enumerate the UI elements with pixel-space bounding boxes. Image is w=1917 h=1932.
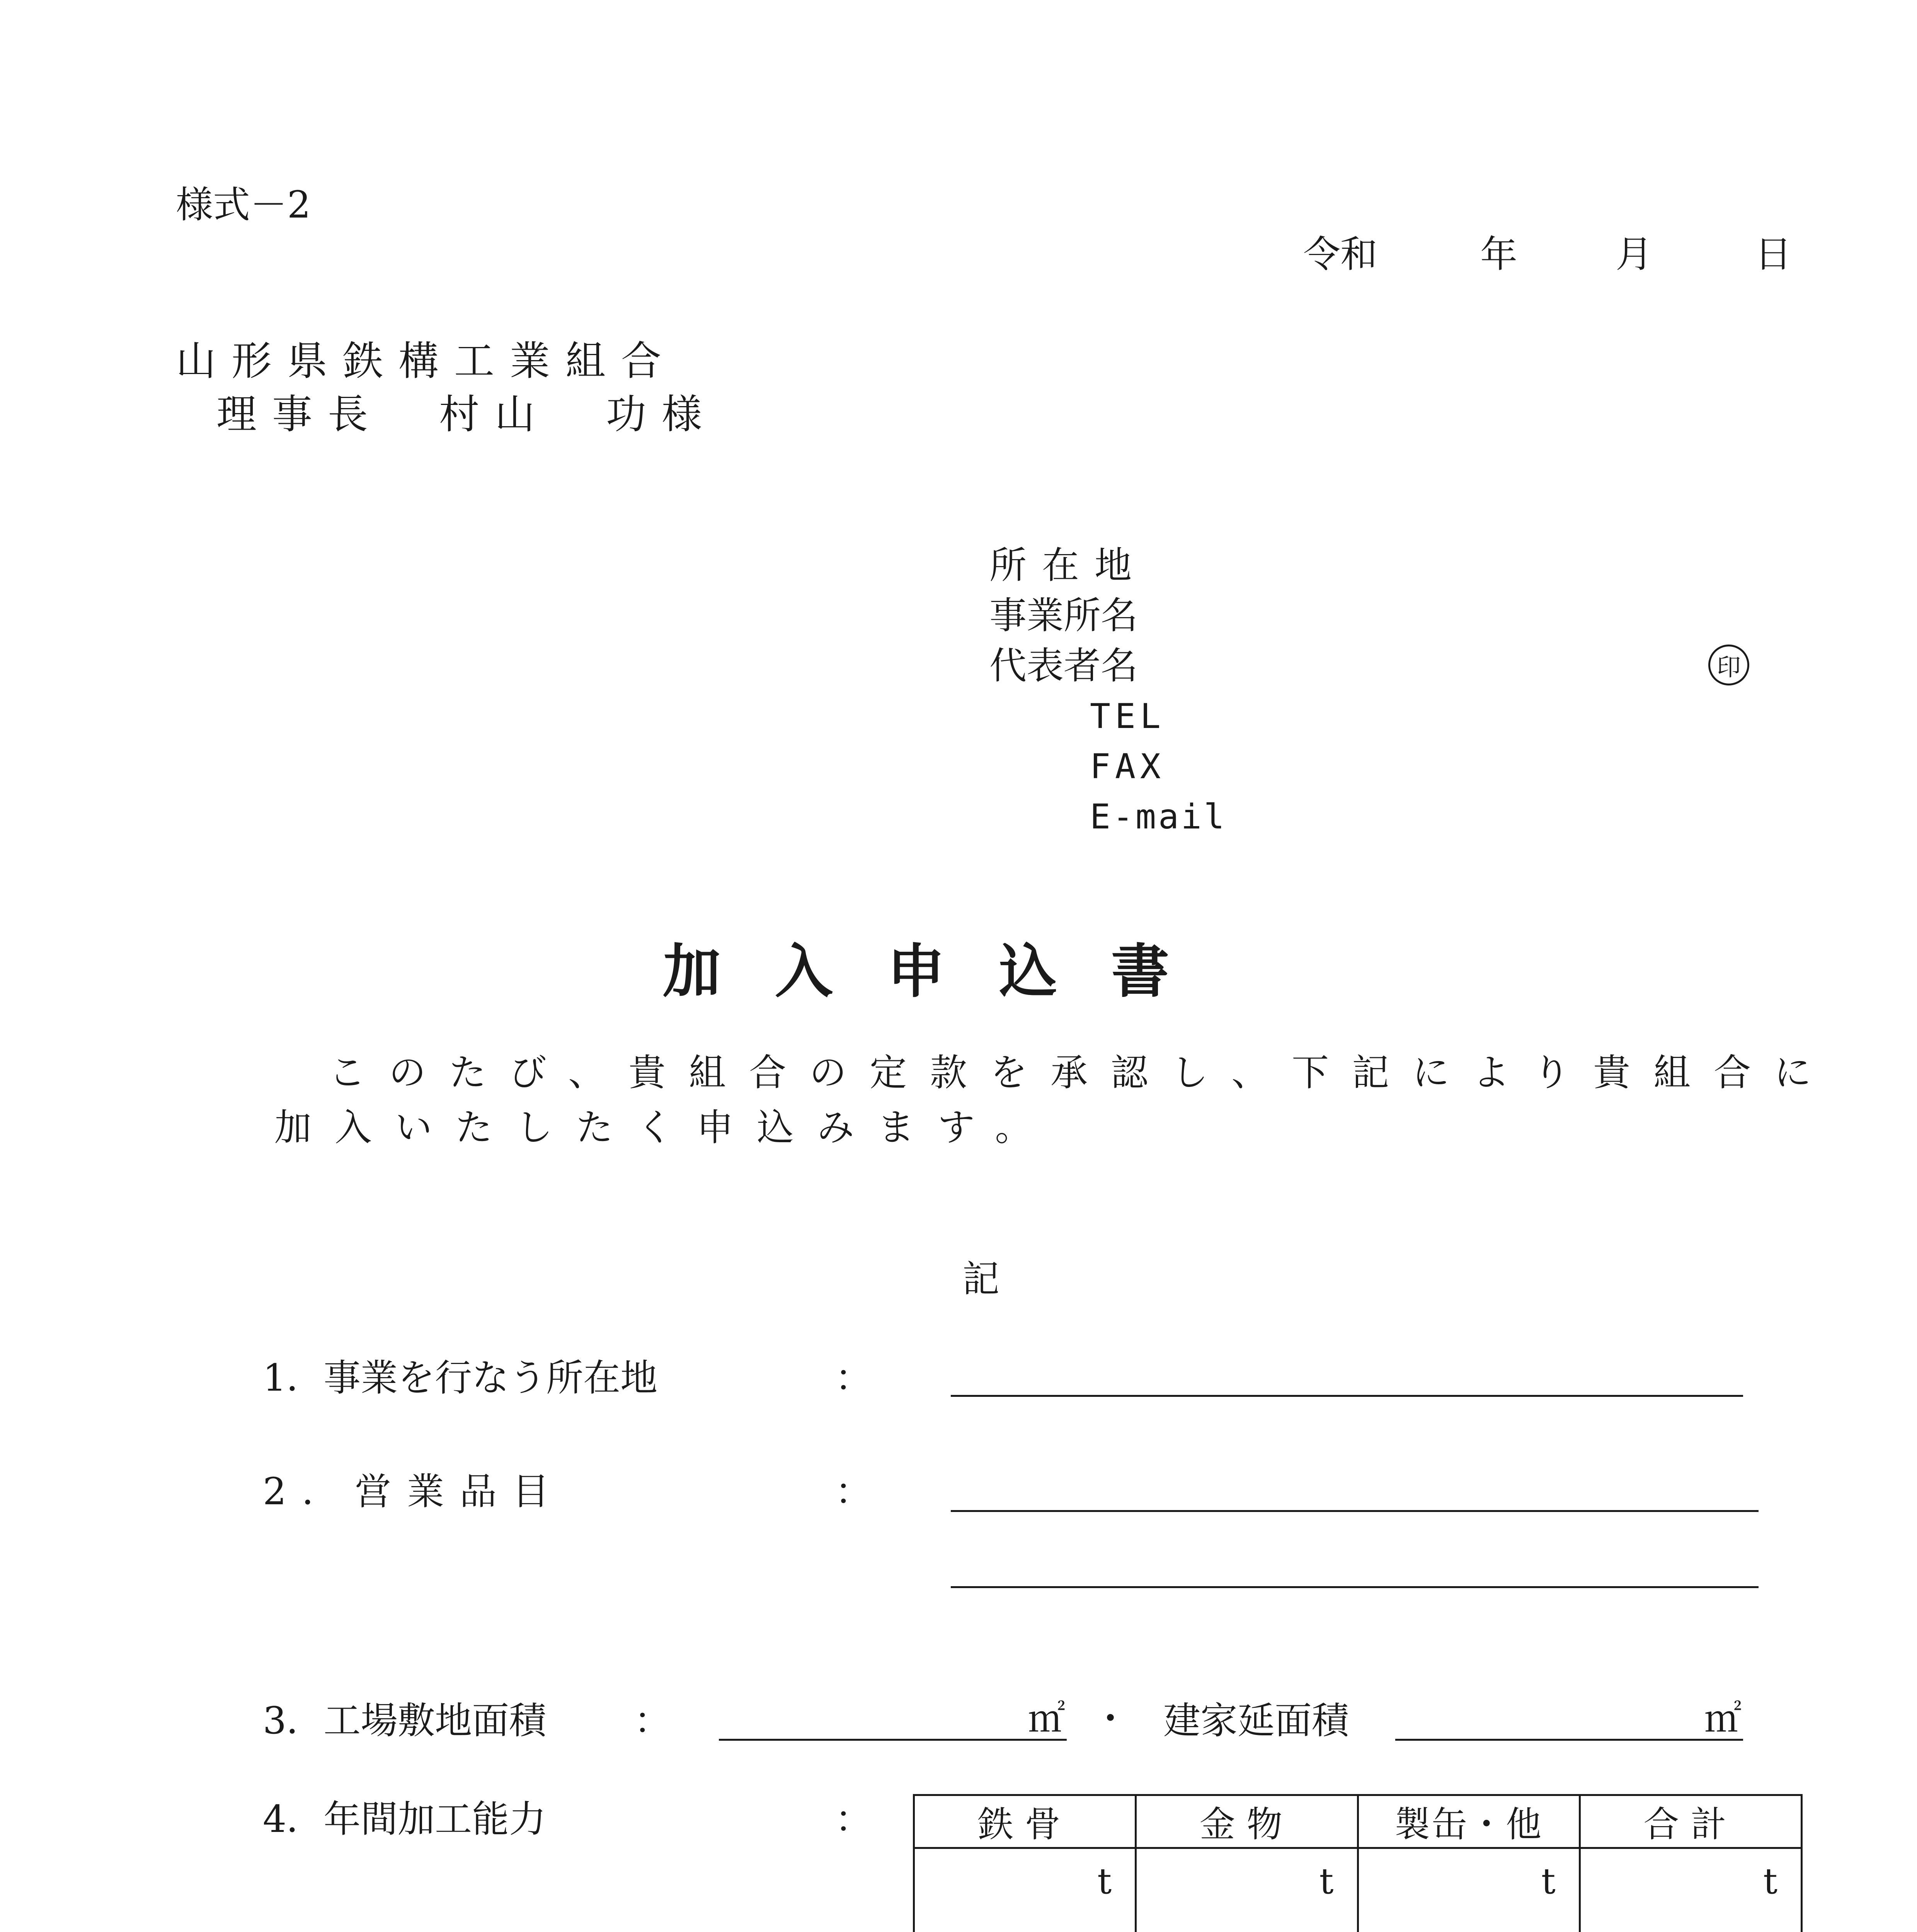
representative-label: 代表者名 [989,644,1138,687]
item2-label: 2．営業品目 [263,1470,565,1513]
date-era: 令和 [1303,233,1377,276]
building-area-unit: ㎡ [1704,1697,1742,1740]
item3-separator: ・ [1092,1697,1129,1740]
email-label: E-mail [1090,797,1227,837]
factory-area-field[interactable] [719,1739,1067,1741]
item2-field-2[interactable] [951,1586,1759,1588]
capacity-value-steel[interactable]: t [914,1848,1136,1932]
item2-field-1[interactable] [951,1510,1759,1512]
capacity-value-hardware[interactable]: t [1136,1848,1358,1932]
capacity-header-steel: 鉄骨 [914,1795,1136,1848]
date-day-label: 日 [1755,233,1792,276]
addressee-org: 山形県鉄構工業組合 [176,337,677,384]
date-year-label: 年 [1480,233,1517,276]
factory-area-unit: ㎡ [1028,1697,1065,1740]
item1-label: 1．事業を行なう所在地 [263,1356,658,1400]
item3-colon: ： [634,1699,671,1742]
tel-label: TEL [1090,696,1165,736]
item2-colon: ： [835,1470,872,1513]
building-area-label: 建家延面積 [1163,1699,1349,1742]
capacity-header-hardware: 金物 [1136,1795,1358,1848]
address-label: 所在地 [989,544,1147,587]
addressee-person: 理事長 村山 功様 [216,391,718,438]
item3-label: 3．工場敷地面積 [263,1699,546,1742]
item4-colon: ： [835,1798,872,1841]
intro-line-1: このたび、貴組合の定款を承認し、下記により貴組合に [329,1051,1835,1094]
document-title: 加入申込書 [663,938,1224,1005]
date-month-label: 月 [1616,233,1653,276]
capacity-value-plate[interactable]: t [1358,1848,1580,1932]
item1-field[interactable] [951,1395,1743,1397]
item1-colon: ： [835,1356,872,1400]
capacity-table [913,1794,1803,1932]
capacity-header-plate: 製缶・他 [1358,1795,1580,1848]
fax-label: FAX [1090,747,1165,786]
intro-line-2: 加入いたしたく申込みます。 [274,1106,1056,1149]
form-number: 様式－2 [176,183,311,226]
capacity-value-total[interactable]: t [1580,1848,1801,1932]
ki-label: 記 [962,1257,999,1301]
office-name-label: 事業所名 [989,594,1138,637]
capacity-header-total: 合計 [1580,1795,1801,1848]
seal-mark: 印 [1708,645,1749,685]
building-area-field[interactable] [1395,1739,1743,1741]
item4-label: 4．年間加工能力 [263,1798,546,1841]
